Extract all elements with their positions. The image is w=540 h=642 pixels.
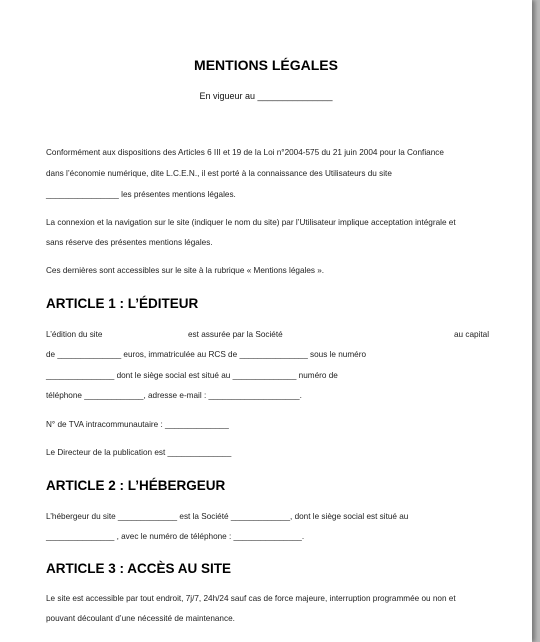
article-3-line-1: Le site est accessible par tout endroit, 7j/7, 24h/24 sauf cas de force majeure, interruption programmée ou non et [46, 594, 456, 603]
article-1-line-1b: est assurée par la Société [188, 330, 283, 339]
intro-line-5: sans réserve des présentes mentions légales. [46, 238, 213, 247]
article-2-heading: ARTICLE 2 : L’HÉBERGEUR [46, 478, 226, 493]
article-1-line-4: téléphone _____________, adresse e-mail : ____________________. [46, 391, 302, 400]
article-1-line-1a: L’édition du site [46, 330, 103, 339]
intro-line-4: La connexion et la navigation sur le site (indiquer le nom du site) par l’Utilisateur implique acceptation intégrale et [46, 218, 456, 227]
article-1-heading: ARTICLE 1 : L’ÉDITEUR [46, 296, 199, 311]
article-3-heading: ARTICLE 3 : ACCÈS AU SITE [46, 561, 232, 576]
article-1-line-1c: au capital [454, 330, 490, 339]
effective-date-line: En vigueur au _______________ [199, 91, 333, 101]
article-1-line-5: N° de TVA intracommunautaire : ______________ [46, 420, 229, 429]
intro-line-6: Ces dernières sont accessibles sur le site à la rubrique « Mentions légales ». [46, 266, 325, 275]
document-title: MENTIONS LÉGALES [194, 57, 338, 73]
article-1-line-6: Le Directeur de la publication est ______________ [46, 448, 232, 457]
article-2-line-2: _______________ , avec le numéro de téléphone : _______________. [46, 532, 305, 541]
intro-line-1: Conformément aux dispositions des Articles 6 III et 19 de la Loi n°2004-575 du 21 juin 2004 pour la Confiance [46, 148, 444, 157]
article-1-line-2: de ______________ euros, immatriculée au RCS de _______________ sous le numéro [46, 350, 366, 359]
article-1-line-3: _______________ dont le siège social est situé au ______________ numéro de [46, 371, 338, 380]
intro-line-2: dans l’économie numérique, dite L.C.E.N., il est porté à la connaissance des Utilisateurs du site [46, 169, 392, 178]
article-3-line-2: pouvant découlant d’une nécessité de maintenance. [46, 614, 235, 623]
intro-line-3: ________________ les présentes mentions légales. [46, 190, 236, 199]
article-2-line-1: L’hébergeur du site _____________ est la Société _____________, dont le siège social est situé au [46, 512, 409, 521]
